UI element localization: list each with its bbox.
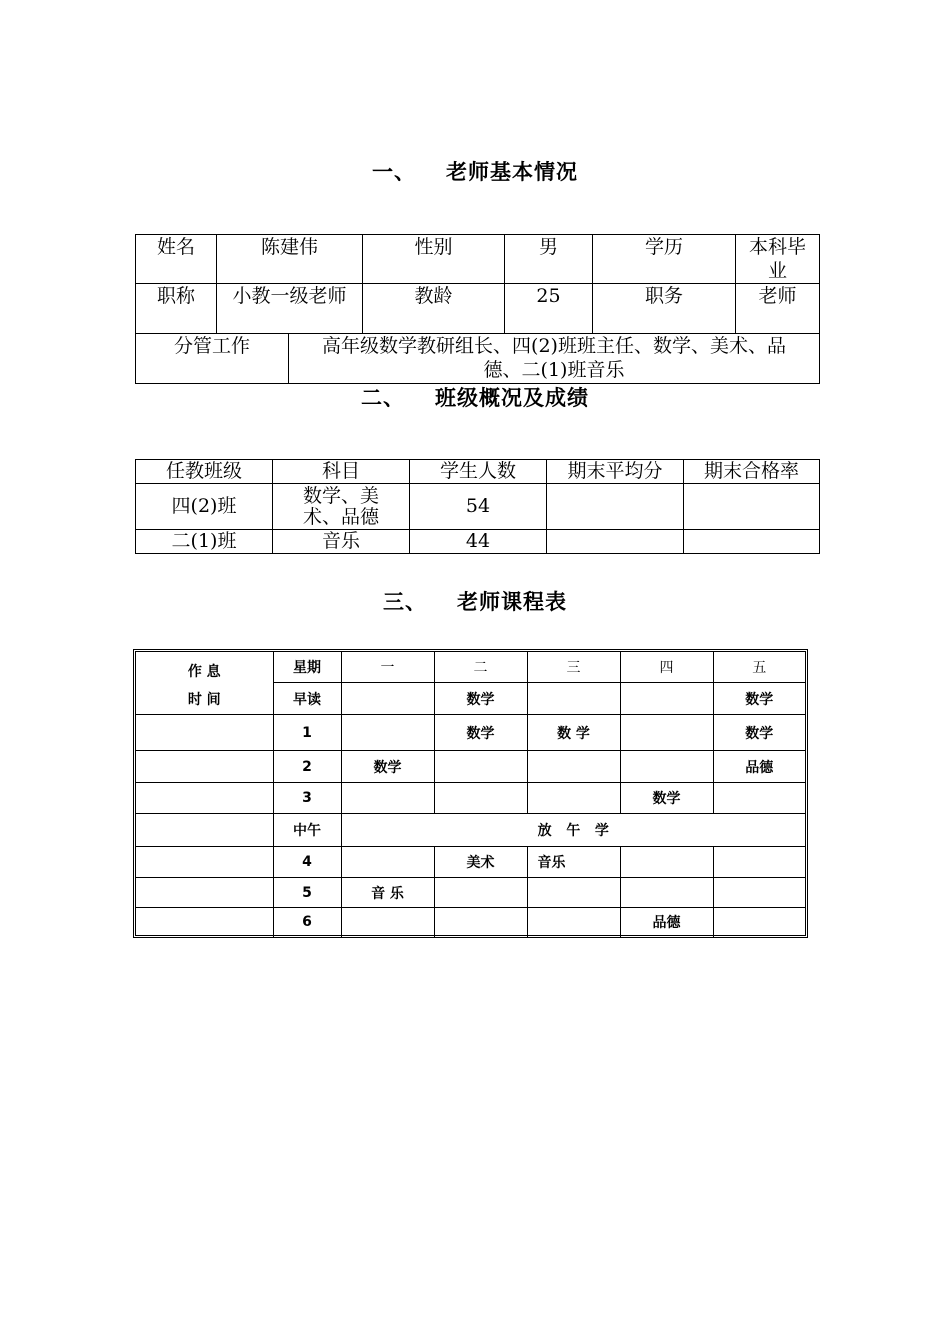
title-value: 小教一级老师 [217, 284, 363, 334]
noon-break-cell: 放 午 学 [341, 814, 805, 847]
schedule-row [136, 908, 805, 937]
class-cell [341, 715, 434, 751]
duties-value: 高年级数学教研组长、四(2)班班主任、数学、美术、品德、二(1)班音乐 [289, 334, 820, 384]
class-name: 四(2)班 [136, 484, 273, 530]
schedule-table-frame [133, 649, 808, 938]
section-1-number: 一、 [372, 160, 416, 184]
class-cell [341, 683, 434, 715]
class-cell: 数学 [434, 715, 527, 751]
class-cell [341, 847, 434, 878]
student-count: 44 [410, 530, 547, 554]
period-label: 中午 [273, 814, 341, 847]
section-2-title: 班级概况及成绩 [435, 386, 589, 410]
class-cell [341, 783, 434, 814]
schedule-row [136, 783, 805, 814]
class-cell [620, 683, 713, 715]
class-cell [434, 908, 527, 937]
rest-time-cell [136, 908, 273, 937]
pass-rate [684, 484, 820, 530]
period-label: 1 [273, 715, 341, 751]
period-label: 5 [273, 878, 341, 908]
class-cell [713, 783, 805, 814]
pass-rate [684, 530, 820, 554]
basic-row-2 [136, 284, 820, 334]
basic-row-3 [136, 334, 820, 384]
schedule-noon-row [136, 814, 805, 847]
schedule-header-row [136, 652, 805, 683]
day-thu: 四 [620, 652, 713, 683]
schedule-row [136, 715, 805, 751]
class-cell: 音 乐 [341, 878, 434, 908]
name-label: 姓名 [136, 235, 217, 284]
rest-time-cell [136, 814, 273, 847]
schedule-table [136, 652, 805, 937]
class-cell [620, 715, 713, 751]
education-value: 本科毕业 [736, 235, 820, 284]
class-cell: 品德 [620, 908, 713, 937]
class-cell: 数学 [713, 715, 805, 751]
rest-time-cell [136, 847, 273, 878]
period-label: 4 [273, 847, 341, 878]
day-fri: 五 [713, 652, 805, 683]
class-subjects: 音乐 [273, 530, 410, 554]
class-cell [434, 751, 527, 783]
class-subjects: 数学、美术、品德 [273, 484, 410, 530]
class-row [136, 530, 820, 554]
class-summary-table [135, 459, 820, 554]
class-cell: 音乐 [527, 847, 620, 878]
class-name: 二(1)班 [136, 530, 273, 554]
class-cell [713, 908, 805, 937]
section-3-number: 三、 [383, 590, 427, 614]
basic-row-1 [136, 235, 820, 284]
day-mon: 一 [341, 652, 434, 683]
header-student-count: 学生人数 [410, 460, 547, 484]
section-1-heading [0, 156, 950, 186]
title-label: 职称 [136, 284, 217, 334]
rest-time-cell [136, 878, 273, 908]
class-cell: 数 学 [527, 715, 620, 751]
class-summary-header-row [136, 460, 820, 484]
final-average [547, 484, 684, 530]
class-cell [620, 878, 713, 908]
header-pass-rate: 期末合格率 [684, 460, 820, 484]
rest-time-cell [136, 783, 273, 814]
rest-time-label [136, 652, 273, 715]
class-cell: 美术 [434, 847, 527, 878]
period-label: 2 [273, 751, 341, 783]
student-count: 54 [410, 484, 547, 530]
class-cell [620, 751, 713, 783]
teaching-years-label: 教龄 [363, 284, 505, 334]
class-cell [713, 847, 805, 878]
rest-time-cell [136, 715, 273, 751]
class-cell [527, 878, 620, 908]
education-label: 学历 [593, 235, 736, 284]
class-cell: 数学 [434, 683, 527, 715]
teacher-basic-info-table [135, 234, 820, 384]
gender-value: 男 [505, 235, 593, 284]
class-cell [434, 783, 527, 814]
header-final-average: 期末平均分 [547, 460, 684, 484]
class-cell [713, 878, 805, 908]
duties-label: 分管工作 [136, 334, 289, 384]
class-cell: 数学 [620, 783, 713, 814]
header-subject: 科目 [273, 460, 410, 484]
class-cell [434, 878, 527, 908]
teaching-years-value: 25 [505, 284, 593, 334]
class-cell [341, 908, 434, 937]
class-cell [527, 783, 620, 814]
section-3-title: 老师课程表 [457, 590, 567, 614]
header-class: 任教班级 [136, 460, 273, 484]
position-label: 职务 [593, 284, 736, 334]
section-2-number: 二、 [361, 386, 405, 410]
class-cell [620, 847, 713, 878]
name-value: 陈建伟 [217, 235, 363, 284]
rest-time-text: 作 息 时 间 [187, 664, 221, 708]
class-cell [527, 908, 620, 937]
class-cell [527, 683, 620, 715]
class-cell: 品德 [713, 751, 805, 783]
day-tue: 二 [434, 652, 527, 683]
class-cell: 数学 [341, 751, 434, 783]
rest-time-cell [136, 751, 273, 783]
period-label: 6 [273, 908, 341, 937]
weekday-label: 星期 [273, 652, 341, 683]
gender-label: 性别 [363, 235, 505, 284]
position-value: 老师 [736, 284, 820, 334]
section-3-heading [0, 586, 950, 616]
schedule-row [136, 878, 805, 908]
schedule-row [136, 847, 805, 878]
final-average [547, 530, 684, 554]
section-2-heading [0, 382, 950, 412]
class-row [136, 484, 820, 530]
period-label: 3 [273, 783, 341, 814]
schedule-row [136, 751, 805, 783]
period-label: 早读 [273, 683, 341, 715]
section-1-title: 老师基本情况 [446, 160, 578, 184]
class-cell [527, 751, 620, 783]
class-cell: 数学 [713, 683, 805, 715]
day-wed: 三 [527, 652, 620, 683]
